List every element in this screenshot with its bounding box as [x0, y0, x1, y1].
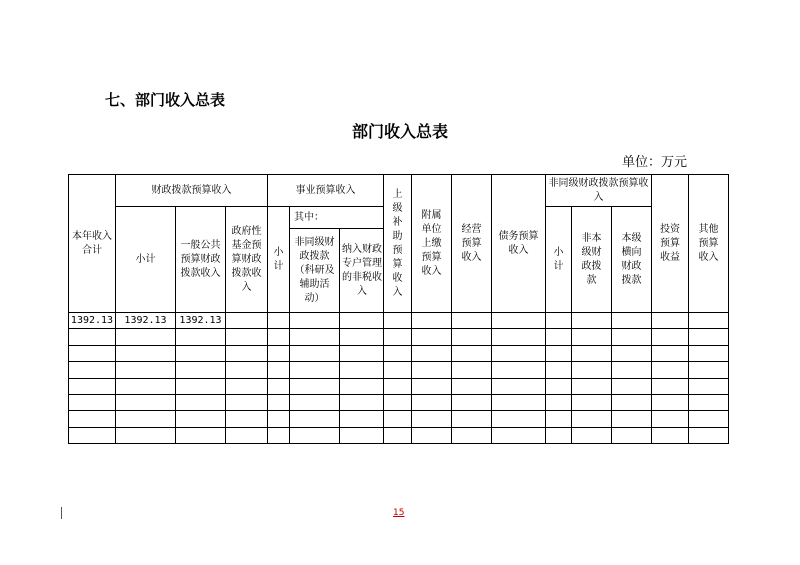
header-affiliated-remit: 附属单位上缴预算收入 [412, 175, 452, 313]
header-operating: 经营预算收入 [452, 175, 492, 313]
table-cell [452, 427, 492, 443]
table-cell [290, 362, 340, 378]
page-number: 15 [393, 508, 405, 518]
table-cell [572, 329, 612, 345]
table-cell [176, 394, 226, 410]
table-cell [412, 329, 452, 345]
header-nonpeer-horizontal: 本级横向财政拨款 [612, 207, 652, 313]
table-row [69, 394, 729, 410]
table-cell [384, 313, 412, 329]
table-cell [612, 345, 652, 361]
table-cell [69, 345, 116, 361]
table-cell [652, 362, 689, 378]
table-cell [572, 427, 612, 443]
table-row [69, 411, 729, 427]
header-fiscal-gov-fund: 政府性基金预算财政拨款收入 [226, 207, 268, 313]
header-business-group: 事业预算收入 [268, 175, 384, 207]
table-cell [226, 313, 268, 329]
table-cell [268, 329, 290, 345]
table-cell [546, 362, 572, 378]
table-cell [384, 329, 412, 345]
header-nonpeer-group: 非同级财政拨款预算收入 [546, 175, 652, 207]
table-cell [492, 313, 546, 329]
table-cell [652, 345, 689, 361]
table-cell [69, 378, 116, 394]
table-cell [546, 313, 572, 329]
header-superior-subsidy: 上级补助预算收入 [384, 175, 412, 313]
header-total: 本年收入合计 [69, 175, 116, 313]
table-cell [340, 313, 384, 329]
table-cell [116, 378, 176, 394]
table-cell [226, 411, 268, 427]
table-cell [452, 378, 492, 394]
header-business-of-which: 其中： [290, 207, 384, 229]
table-cell [340, 411, 384, 427]
table-cell [69, 427, 116, 443]
table-cell [116, 362, 176, 378]
table-cell [384, 394, 412, 410]
table-cell [176, 411, 226, 427]
table-cell [226, 394, 268, 410]
table-cell [268, 313, 290, 329]
table-cell: 1392.13 [176, 313, 226, 329]
table-cell [268, 362, 290, 378]
table-cell [612, 313, 652, 329]
table-cell [452, 345, 492, 361]
table-cell [226, 362, 268, 378]
table-cell [572, 378, 612, 394]
table-cell [412, 394, 452, 410]
table-cell [268, 394, 290, 410]
table-cell [612, 362, 652, 378]
header-business-non-peer: 非同级财政拨款（科研及辅助活动） [290, 229, 340, 313]
table-cell [290, 313, 340, 329]
header-nonpeer-nonlocal: 非本级财政拨款 [572, 207, 612, 313]
table-cell [546, 378, 572, 394]
table-cell [689, 313, 729, 329]
table-row [69, 378, 729, 394]
header-fiscal-general: 一般公共预算财政拨款收入 [176, 207, 226, 313]
table-cell [652, 411, 689, 427]
table-cell [290, 394, 340, 410]
table-cell [689, 378, 729, 394]
table-cell [652, 313, 689, 329]
header-investment: 投资预算收益 [652, 175, 689, 313]
table-row [69, 313, 729, 329]
header-business-subtotal: 小计 [268, 207, 290, 313]
table-cell [452, 362, 492, 378]
table-cell [546, 329, 572, 345]
table-cell [652, 329, 689, 345]
table-cell [176, 427, 226, 443]
table-cell [340, 378, 384, 394]
table-row [69, 362, 729, 378]
table-cell [689, 427, 729, 443]
table-cell [384, 378, 412, 394]
table-cell [226, 378, 268, 394]
table-cell [412, 411, 452, 427]
table-cell [492, 427, 546, 443]
table-cell [384, 427, 412, 443]
table-cell [268, 378, 290, 394]
income-summary-table [68, 174, 729, 444]
table-cell [116, 411, 176, 427]
table-cell [546, 345, 572, 361]
table-cell [290, 411, 340, 427]
table-cell [572, 313, 612, 329]
table-cell [572, 362, 612, 378]
table-cell [116, 427, 176, 443]
table-cell [412, 362, 452, 378]
table-row [69, 329, 729, 345]
table-cell [572, 394, 612, 410]
table-cell [652, 378, 689, 394]
table-cell [492, 362, 546, 378]
header-fiscal-group: 财政拨款预算收入 [116, 175, 268, 207]
table-cell [452, 394, 492, 410]
table-cell [69, 362, 116, 378]
margin-mark [61, 507, 62, 519]
table-cell [492, 378, 546, 394]
table-cell [689, 394, 729, 410]
table-cell [176, 362, 226, 378]
table-cell [612, 378, 652, 394]
table-cell [290, 329, 340, 345]
table-cell [546, 411, 572, 427]
table-cell [572, 345, 612, 361]
table-cell [492, 329, 546, 345]
table-cell [226, 345, 268, 361]
table-cell [116, 329, 176, 345]
table-cell [69, 411, 116, 427]
table-cell [116, 394, 176, 410]
table-cell [384, 362, 412, 378]
table-cell [384, 411, 412, 427]
table-cell [176, 378, 226, 394]
table-cell [226, 427, 268, 443]
table-cell [452, 329, 492, 345]
table-cell [412, 427, 452, 443]
table-cell [572, 411, 612, 427]
table-cell [69, 329, 116, 345]
table-cell [412, 378, 452, 394]
table-cell [340, 329, 384, 345]
table-cell: 1392.13 [116, 313, 176, 329]
table-cell [492, 345, 546, 361]
table-row [69, 427, 729, 443]
table-cell [268, 411, 290, 427]
table-cell [612, 411, 652, 427]
table-cell [652, 427, 689, 443]
table-cell [412, 313, 452, 329]
table-cell [612, 394, 652, 410]
table-cell [384, 345, 412, 361]
table-cell [340, 427, 384, 443]
table-cell [546, 394, 572, 410]
table-cell [176, 345, 226, 361]
table-cell [612, 329, 652, 345]
table-cell [612, 427, 652, 443]
table-cell [492, 394, 546, 410]
table-cell [340, 345, 384, 361]
table-cell [340, 394, 384, 410]
table-cell [290, 378, 340, 394]
table-cell [176, 329, 226, 345]
table-cell: 1392.13 [69, 313, 116, 329]
document-title: 部门收入总表 [351, 122, 448, 141]
table-cell [340, 362, 384, 378]
table-cell [268, 427, 290, 443]
header-debt: 债务预算收入 [492, 175, 546, 313]
unit-label: 单位：万元 [622, 155, 688, 170]
section-heading: 七、部门收入总表 [105, 91, 226, 109]
header-other: 其他预算收入 [689, 175, 729, 313]
table-cell [116, 345, 176, 361]
table-cell [268, 345, 290, 361]
header-nonpeer-subtotal: 小计 [546, 207, 572, 313]
table-cell [69, 394, 116, 410]
table-cell [492, 411, 546, 427]
table-cell [689, 362, 729, 378]
header-fiscal-subtotal: 小计 [116, 207, 176, 313]
table-cell [226, 329, 268, 345]
table-cell [290, 427, 340, 443]
table-cell [689, 411, 729, 427]
table-cell [652, 394, 689, 410]
table-cell [689, 345, 729, 361]
table-row [69, 345, 729, 361]
table-cell [290, 345, 340, 361]
table-cell [689, 329, 729, 345]
table-cell [452, 313, 492, 329]
table-cell [452, 411, 492, 427]
header-business-special: 纳入财政专户管理的非税收入 [340, 229, 384, 313]
table-cell [546, 427, 572, 443]
table-cell [412, 345, 452, 361]
